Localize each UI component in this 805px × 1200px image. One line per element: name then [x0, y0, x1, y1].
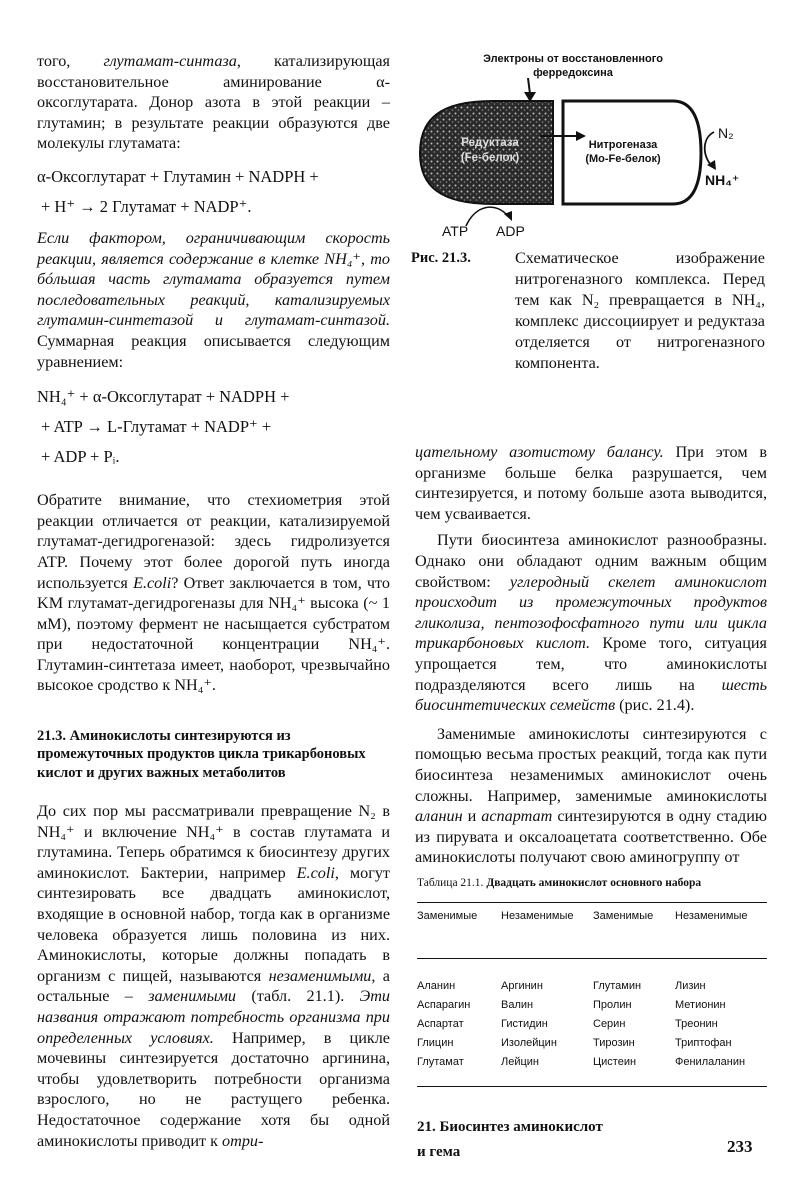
section-heading: 21.3. Аминокислоты синтезируются из промежуточных продуктов цикла трикарбоновых кислот и других важных метаболитов: [37, 728, 366, 781]
text-run: Если фактором, ограничивающим скорость реакции, является содержание в клетке NH₄⁺, то бóльшая часть глутамата образуется путем последовательных реакций, катализируемых глутамин-синтетазой и глутамат-синтазой.: [37, 228, 390, 330]
table-cell: Глутамин: [593, 980, 642, 992]
text-run: Кроме того, ситуация упрощается тем, что аминокислоты подразделяются всего лишь на: [415, 634, 767, 694]
nitrogenase-label: (Mo-Fe-белок): [585, 153, 661, 165]
text-run: Заменимые аминокислоты синтезируются с помощью весьма простых реакций, тогда как пути биосинтеза незаменимых аминокислот очень сложны. Например, заменимые аминокислоты: [415, 724, 767, 805]
table-cell: Аспартат: [417, 1018, 464, 1030]
text-run: Суммарная реакция описывается следующим уравнением:: [37, 331, 390, 371]
table-cell: Цистеин: [593, 1056, 637, 1068]
text-run: цательному азотистому балансу.: [415, 443, 664, 461]
chapter-title-line: и гема: [417, 1144, 461, 1160]
paragraph: [415, 724, 767, 868]
nitrogenase-label: Нитрогеназа: [588, 139, 658, 151]
table-cell: Фенилаланин: [675, 1056, 746, 1068]
text-run: Обратите внимание, что стехиометрия этой реакции отличается от реакции, катализируемой глутамат-дегидрогеназой: здесь гидролизуется ATP. Почему этот более дорогой путь иногда используется: [37, 491, 390, 592]
reductase-label: (Fe-белок): [460, 152, 520, 164]
text-run: , а остальные –: [37, 966, 390, 1006]
text-run: отри-: [222, 1131, 264, 1150]
table-cell: Лизин: [675, 980, 706, 992]
paragraph: [37, 228, 390, 372]
table-cell: Аланин: [417, 980, 456, 992]
equation-line: + ADP + Pᵢ.: [41, 447, 120, 467]
nitrogenase-figure: [418, 46, 768, 246]
table-header: Заменимые: [593, 910, 654, 922]
text-run: , могут синтезировать все двадцать аминокислот, входящие в основной набор, тогда как в организме человека образуется лишь половина из них. Аминокислоты, которые должны попадать в организм с пищей, называются: [37, 863, 390, 985]
equation-line: NH₄⁺ + α-Оксоглутарат + NADPH +: [37, 387, 290, 407]
text-run: До сих пор мы рассматривали превращение N₂ в NH₄⁺ и включение NH₄⁺ в состав глутамата и глутамина. Теперь обратимся к биосинтезу других аминокислот. Бактерии, например: [37, 802, 390, 882]
table-rule: [417, 958, 767, 959]
text-run: ? Ответ заключается в том, что K: [37, 573, 391, 613]
table-cell: Пролин: [593, 999, 632, 1011]
table-title: [417, 877, 769, 889]
figure-top-label: ферредоксина: [533, 67, 613, 79]
text-run: синтезируются в одну стадию из пирувата и оксалоацетата соответственно. Обе аминокислоты получают свою аминогруппу от: [415, 807, 767, 867]
caption-text: Схематическое изображение нитрогеназного комплекса. Перед тем как N₂ превращается в NH₄, комплекс диссоциирует и редуктаза отделяется от нитрогеназного компонента.: [515, 249, 765, 372]
nitrogenase-diagram: [418, 46, 768, 246]
figure-top-label: Электроны от восстановленного: [483, 53, 663, 65]
nh4-label: NH₄⁺: [705, 172, 740, 188]
table-rule: [417, 902, 767, 903]
text-run: Эти названия отражают потребность организма при определенных условиях.: [37, 987, 390, 1047]
curved-arrow-icon: [705, 132, 714, 166]
table-cell: Аспарагин: [417, 999, 471, 1011]
reductase-label: Редуктаза: [461, 137, 519, 149]
right-column: [415, 442, 767, 868]
caption-label: Рис. 21.3.: [411, 250, 471, 266]
text-run: глутамат-синтаза: [103, 52, 237, 70]
equation-line: + ATP → L-Глутамат + NADP⁺ +: [41, 417, 272, 437]
text-run: (табл. 21.1).: [236, 987, 360, 1006]
text-run: глутамат-дегидрогеназы для NH₄⁺ высока (~ 1 мМ), поэтому фермент не насыщается субстратом при недостаточной концентрации NH₄⁺. Глутамин-синтетаза имеет, наоборот, чрезвычайно высокое сродство к NH₄⁺.: [37, 594, 390, 695]
paragraph: [37, 51, 390, 154]
table-header: Заменимые: [417, 910, 478, 922]
text-run: того,: [37, 52, 104, 70]
adp-label: ADP: [496, 223, 525, 239]
text-run: аланин: [415, 807, 463, 826]
table-cell: Треонин: [675, 1018, 718, 1030]
n2-label: N₂: [718, 125, 734, 141]
left-column-lower: [37, 801, 390, 1151]
table-title-prefix: Таблица 21.1.: [417, 877, 484, 889]
text-run: Например, в цикле мочевины синтезируется достаточно аргинина, чтобы удовлетворить потребности организма взрослого, но не растущего ребенка. Недостаточное содержание хотя бы одной аминокислоты приводит к: [37, 1028, 390, 1150]
paragraph: [415, 442, 767, 524]
table-cell: Лейцин: [501, 1056, 540, 1068]
paragraph: [415, 530, 767, 715]
text-run: E.coli: [296, 863, 335, 882]
text-run: , катализирующая восстановительное аминирование α-оксоглутарата. Донор азота в этой реакции – глутамин; в результате реакции образуются две молекулы глутамата:: [37, 52, 390, 153]
table-rule: [417, 1086, 767, 1087]
table-cell: Аргинин: [501, 980, 543, 992]
table-cell: Валин: [501, 999, 534, 1011]
equation-line: α-Оксоглутарат + Глутамин + NADPH +: [37, 166, 319, 186]
equation-line: + H⁺ → 2 Глутамат + NADP⁺.: [41, 196, 252, 216]
table-cell: Серин: [593, 1018, 626, 1030]
table-cell: Изолейцин: [501, 1037, 557, 1049]
table-cell: Гистидин: [501, 1018, 548, 1030]
text-run: При этом в организме больше белка разрушается, чем синтезируется, и потому больше азота выводится, чем усваивается.: [415, 443, 767, 523]
text-run: (рис. 21.4).: [615, 696, 695, 715]
table-cell: Глутамат: [417, 1056, 464, 1068]
text-run: углеродный скелет аминокислот происходит из промежуточных продуктов гликолиза, пентозофосфатного пути или цикла трикарбоновых кислот.: [415, 572, 767, 653]
text-run: M: [48, 594, 64, 613]
table-cell: Метионин: [675, 999, 726, 1011]
table-cell: Глицин: [417, 1037, 454, 1049]
arrow-icon: [528, 78, 530, 94]
table-cell: Тирозин: [593, 1037, 635, 1049]
paragraph: [37, 490, 390, 696]
left-column: [37, 0, 390, 696]
page-number: 233: [727, 1137, 753, 1156]
table-cell: Триптофан: [675, 1037, 732, 1049]
chapter-title: [417, 1115, 603, 1165]
table-header: Незаменимые: [675, 910, 748, 922]
table-header: Незаменимые: [501, 910, 574, 922]
text-run: E.coli: [133, 573, 172, 592]
text-run: шесть биосинтетических семейств: [415, 675, 767, 715]
text-run: и: [462, 807, 482, 826]
table-title-bold: Двадцать аминокислот основного набора: [486, 877, 702, 889]
text-run: заменимыми: [148, 987, 237, 1006]
text-run: Пути биосинтеза аминокислот разнообразны. Однако они обладают одним важным общим свойством:: [415, 531, 767, 591]
text-run: аспартат: [481, 807, 553, 826]
atp-label: ATP: [442, 223, 469, 239]
text-run: незаменимыми: [268, 966, 372, 985]
chapter-title-line: 21. Биосинтез аминокислот: [417, 1119, 603, 1135]
paragraph: [37, 801, 390, 1151]
